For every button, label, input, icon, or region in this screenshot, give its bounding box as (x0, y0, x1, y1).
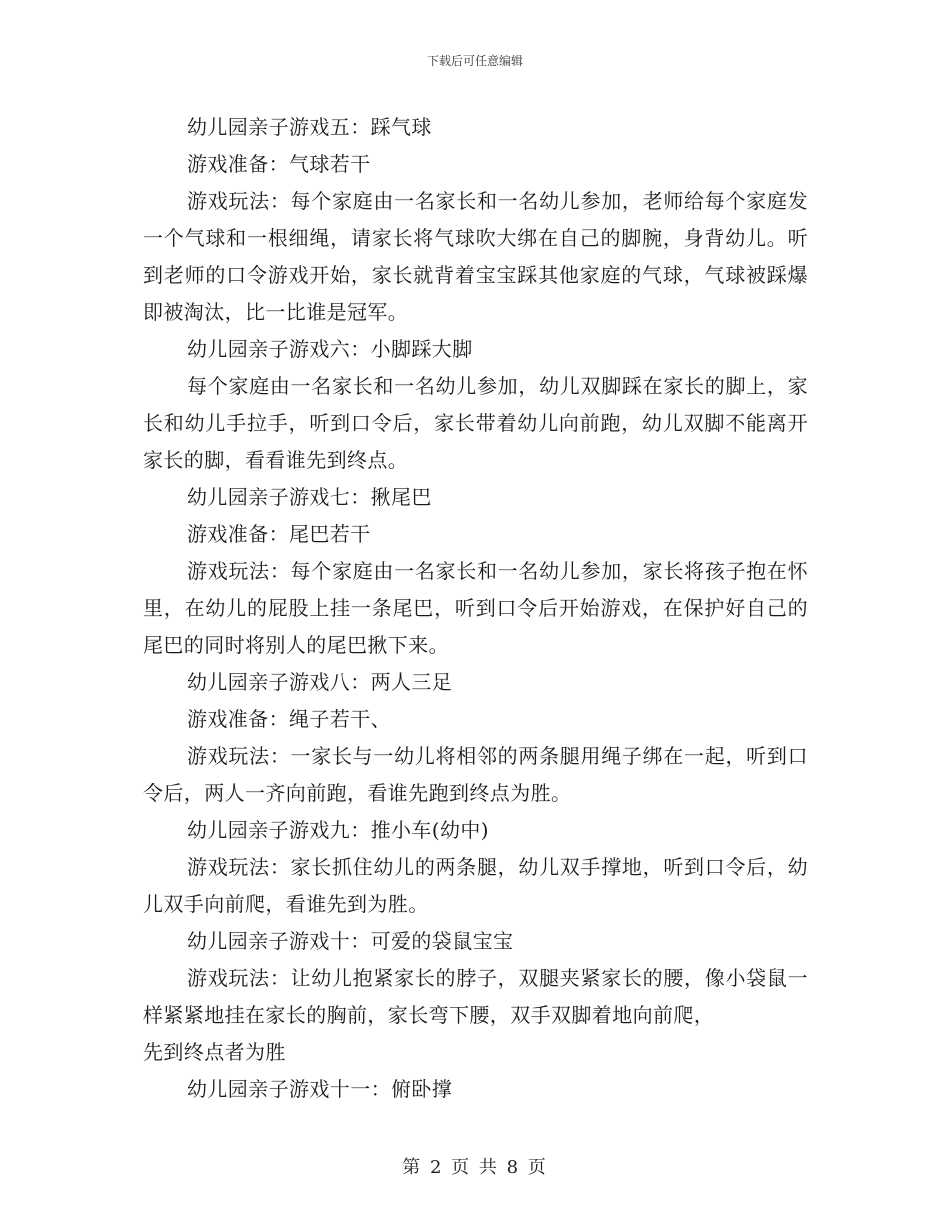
game-7-preparation: 游戏准备：尾巴若干 (187, 522, 371, 546)
heading-game-8: 幼儿园亲子游戏八：两人三足 (187, 670, 453, 694)
game-5-rules: 游戏玩法：每个家庭由一名家长和一名幼儿参加，老师给每个家庭发一个气球和一根细绳，请家长将气球吹大绑在自己的脚腕，身背幼儿。听到老师的口令游戏开始，家长就背着宝宝踩其他家庭的气球，气球被踩爆即被淘汰，比一比谁是冠军。 (143, 189, 808, 324)
heading-game-6: 幼儿园亲子游戏六：小脚踩大脚 (187, 337, 473, 361)
page-header: 下载后可任意编辑 (426, 54, 523, 68)
game-5-preparation: 游戏准备：气球若干 (187, 152, 371, 176)
game-6-rules: 每个家庭由一名家长和一名幼儿参加，幼儿双脚踩在家长的脚上，家长和幼儿手拉手，听到口令后，家长带着幼儿向前跑，幼儿双脚不能离开家长的脚，看看谁先到终点。 (143, 374, 808, 472)
heading-game-7: 幼儿园亲子游戏七：揪尾巴 (187, 485, 432, 509)
game-8-preparation: 游戏准备：绳子若干、 (187, 707, 391, 731)
heading-game-11: 幼儿园亲子游戏十一：俯卧撑 (187, 1077, 453, 1101)
heading-game-9: 幼儿园亲子游戏九：推小车(幼中) (187, 818, 490, 842)
game-10-rules-end: 先到终点者为胜 (143, 1040, 286, 1064)
game-9-rules: 游戏玩法：家长抓住幼儿的两条腿，幼儿双手撑地，听到口令后，幼儿双手向前爬，看谁先到为胜。 (143, 855, 808, 916)
document-body (143, 109, 808, 1108)
game-8-rules: 游戏玩法：一家长与一幼儿将相邻的两条腿用绳子绑在一起，听到口令后，两人一齐向前跑，看谁先跑到终点为胜。 (143, 744, 808, 805)
game-7-rules: 游戏玩法：每个家庭由一名家长和一名幼儿参加，家长将孩子抱在怀里，在幼儿的屁股上挂一条尾巴，听到口令后开始游戏，在保护好自己的尾巴的同时将别人的尾巴揪下来。 (143, 559, 808, 657)
game-10-rules: 游戏玩法：让幼儿抱紧家长的脖子，双腿夹紧家长的腰，像小袋鼠一样紧紧地挂在家长的胸前，家长弯下腰，双手双脚着地向前爬， (143, 966, 808, 1027)
heading-game-10: 幼儿园亲子游戏十：可爱的袋鼠宝宝 (187, 929, 514, 953)
heading-game-5: 幼儿园亲子游戏五：踩气球 (187, 115, 432, 139)
page-number: 第 2 页 共 8 页 (402, 1157, 548, 1178)
